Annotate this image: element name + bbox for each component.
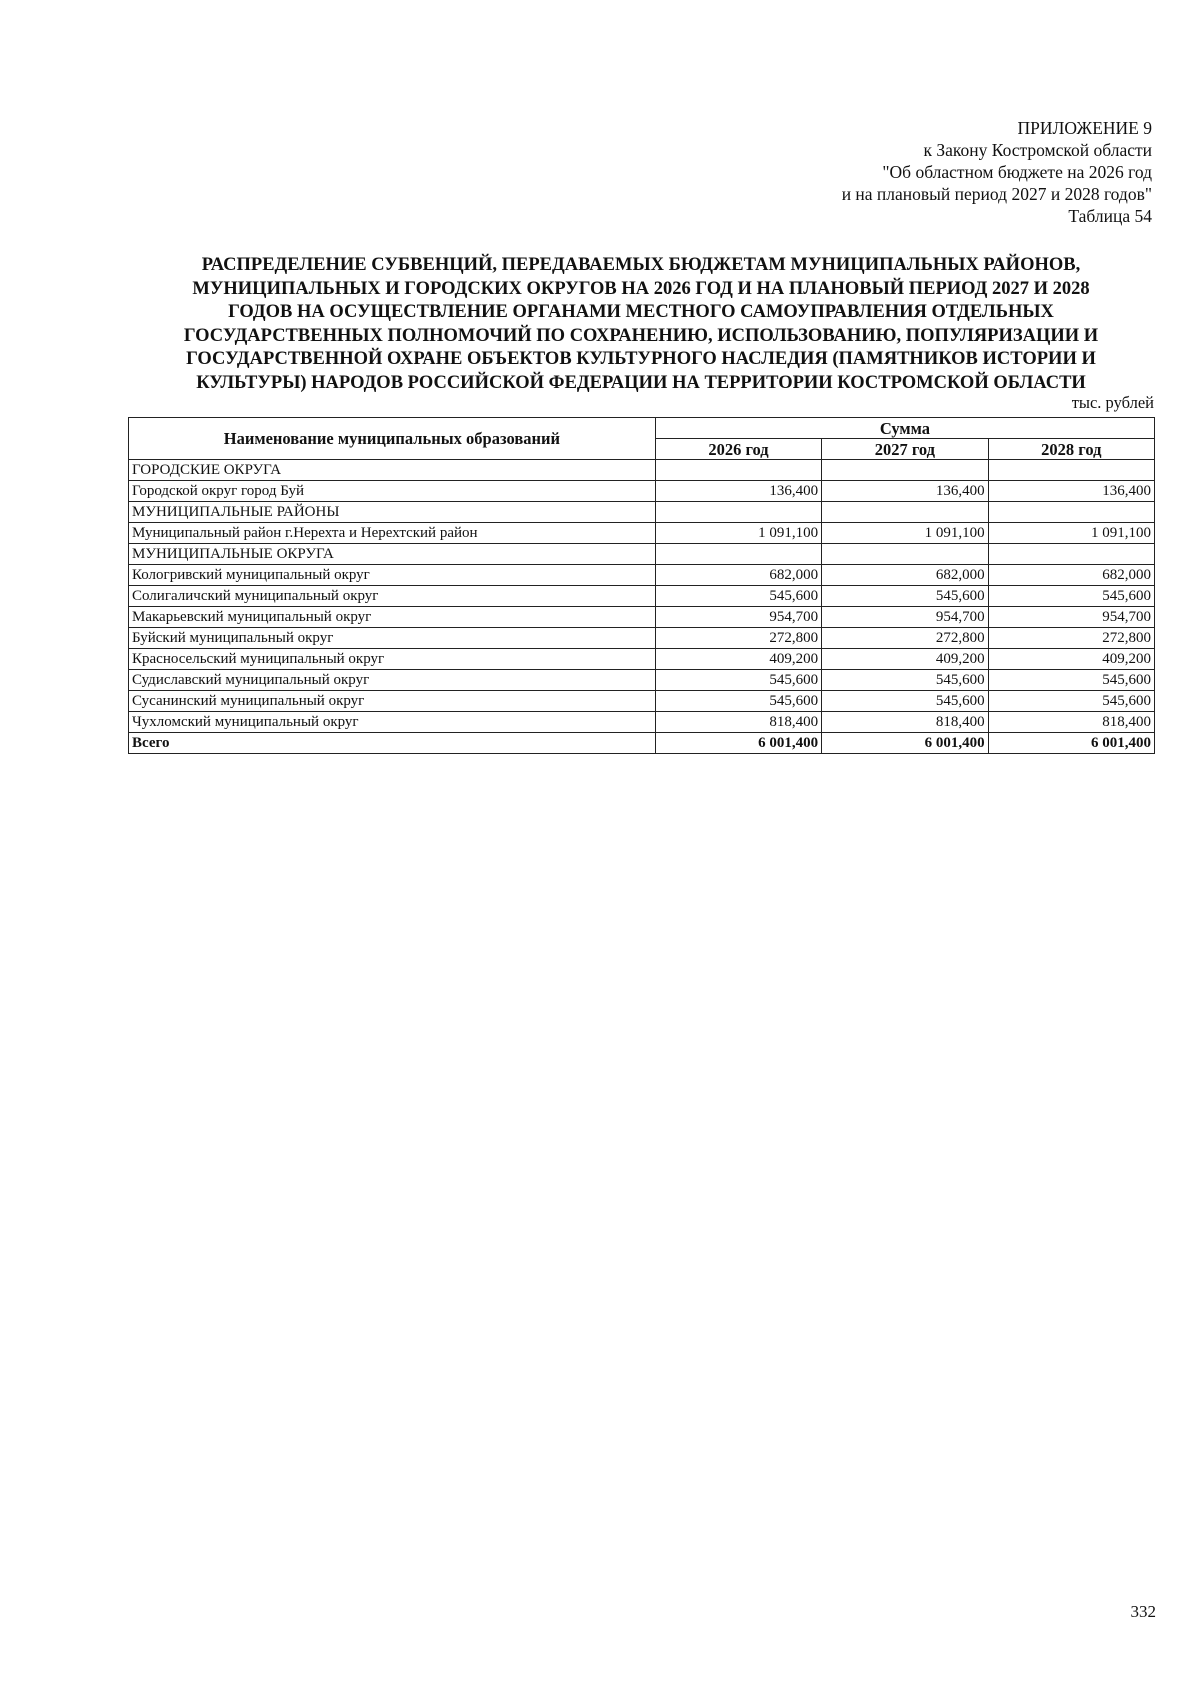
total-row	[129, 733, 1155, 754]
amount-cell-2028: 6 001,400	[988, 733, 1154, 754]
amount-cell-2027: 1 091,100	[822, 523, 988, 544]
amount-cell-2028	[988, 544, 1154, 565]
amount-cell-2028: 818,400	[988, 712, 1154, 733]
amount-cell-2028	[988, 460, 1154, 481]
amount-cell-2026: 272,800	[655, 628, 821, 649]
amount-cell-2027: 136,400	[822, 481, 988, 502]
title-line: ГОДОВ НА ОСУЩЕСТВЛЕНИЕ ОРГАНАМИ МЕСТНОГО САМОУПРАВЛЕНИЯ ОТДЕЛЬНЫХ	[228, 302, 1054, 322]
table-row	[129, 607, 1155, 628]
amount-cell-2027	[822, 544, 988, 565]
table-row	[129, 670, 1155, 691]
municipality-name-cell: Всего	[129, 733, 656, 754]
table-row	[129, 481, 1155, 502]
appendix-line: и на плановый период 2027 и 2028 годов"	[841, 184, 1152, 204]
amount-cell-2027: 682,000	[822, 565, 988, 586]
title-line: ГОСУДАРСТВЕННОЙ ОХРАНЕ ОБЪЕКТОВ КУЛЬТУРНОГО НАСЛЕДИЯ (ПАМЯТНИКОВ ИСТОРИИ И	[186, 349, 1096, 369]
appendix-line: ПРИЛОЖЕНИЕ 9	[1017, 118, 1152, 138]
amount-cell-2026	[655, 544, 821, 565]
municipality-name-cell: ГОРОДСКИЕ ОКРУГА	[129, 460, 656, 481]
table-body	[129, 460, 1155, 754]
table-header-row	[129, 418, 1155, 439]
unit-label: тыс. рублей	[1071, 393, 1154, 412]
municipality-name-cell: Судиславский муниципальный округ	[129, 670, 656, 691]
amount-cell-2027: 545,600	[822, 586, 988, 607]
amount-cell-2026: 545,600	[655, 670, 821, 691]
name-column-header: Наименование муниципальных образований	[129, 418, 656, 460]
amount-cell-2027: 954,700	[822, 607, 988, 628]
page-number: 332	[1130, 1602, 1156, 1621]
section-row	[129, 544, 1155, 565]
municipality-name-cell: Муниципальный район г.Нерехта и Нерехтский район	[129, 523, 656, 544]
municipality-name-cell: МУНИЦИПАЛЬНЫЕ ОКРУГА	[129, 544, 656, 565]
amount-cell-2026: 1 091,100	[655, 523, 821, 544]
amount-cell-2026: 136,400	[655, 481, 821, 502]
municipality-name-cell: Макарьевский муниципальный округ	[129, 607, 656, 628]
amount-cell-2028: 682,000	[988, 565, 1154, 586]
table-row	[129, 565, 1155, 586]
sum-column-header: Сумма	[655, 418, 1154, 439]
amount-cell-2027: 545,600	[822, 691, 988, 712]
amount-cell-2026: 409,200	[655, 649, 821, 670]
municipality-name-cell: Чухломский муниципальный округ	[129, 712, 656, 733]
subventions-table	[128, 417, 1155, 754]
amount-cell-2027: 545,600	[822, 670, 988, 691]
title-line: ГОСУДАРСТВЕННЫХ ПОЛНОМОЧИЙ ПО СОХРАНЕНИЮ, ИСПОЛЬЗОВАНИЮ, ПОПУЛЯРИЗАЦИИ И	[183, 325, 1099, 346]
table-number: Таблица 54	[1068, 206, 1152, 226]
section-row	[129, 502, 1155, 523]
amount-cell-2026: 6 001,400	[655, 733, 821, 754]
table-row	[129, 523, 1155, 544]
amount-cell-2027: 272,800	[822, 628, 988, 649]
amount-cell-2028: 545,600	[988, 691, 1154, 712]
amount-cell-2028: 272,800	[988, 628, 1154, 649]
year-column-header: 2026 год	[655, 439, 821, 460]
table-row	[129, 649, 1155, 670]
appendix-line: к Закону Костромской области	[923, 140, 1152, 160]
appendix-line: "Об областном бюджете на 2026 год	[882, 162, 1152, 182]
year-column-header: 2028 год	[988, 439, 1154, 460]
municipality-name-cell: Солигаличский муниципальный округ	[129, 586, 656, 607]
amount-cell-2027	[822, 460, 988, 481]
amount-cell-2028: 954,700	[988, 607, 1154, 628]
table-row	[129, 691, 1155, 712]
amount-cell-2028: 545,600	[988, 586, 1154, 607]
municipality-name-cell: Кологривский муниципальный округ	[129, 565, 656, 586]
municipality-name-cell: Сусанинский муниципальный округ	[129, 691, 656, 712]
amount-cell-2027: 6 001,400	[822, 733, 988, 754]
amount-cell-2026	[655, 460, 821, 481]
amount-cell-2028: 1 091,100	[988, 523, 1154, 544]
title-line: РАСПРЕДЕЛЕНИЕ СУБВЕНЦИЙ, ПЕРЕДАВАЕМЫХ БЮДЖЕТАМ МУНИЦИПАЛЬНЫХ РАЙОНОВ,	[201, 255, 1081, 275]
title-line: МУНИЦИПАЛЬНЫХ И ГОРОДСКИХ ОКРУГОВ НА 2026 ГОД И НА ПЛАНОВЫЙ ПЕРИОД 2027 И 2028	[192, 278, 1090, 299]
amount-cell-2028: 545,600	[988, 670, 1154, 691]
amount-cell-2027: 818,400	[822, 712, 988, 733]
municipality-name-cell: Красносельский муниципальный округ	[129, 649, 656, 670]
amount-cell-2026: 545,600	[655, 586, 821, 607]
amount-cell-2026: 818,400	[655, 712, 821, 733]
amount-cell-2026	[655, 502, 821, 523]
municipality-name-cell: МУНИЦИПАЛЬНЫЕ РАЙОНЫ	[129, 502, 656, 523]
amount-cell-2026: 954,700	[655, 607, 821, 628]
appendix-header	[842, 117, 1152, 227]
municipality-name-cell: Буйский муниципальный округ	[129, 628, 656, 649]
amount-cell-2028: 409,200	[988, 649, 1154, 670]
section-row	[129, 460, 1155, 481]
amount-cell-2026: 545,600	[655, 691, 821, 712]
table-row	[129, 586, 1155, 607]
title-line: КУЛЬТУРЫ) НАРОДОВ РОССИЙСКОЙ ФЕДЕРАЦИИ НА ТЕРРИТОРИИ КОСТРОМСКОЙ ОБЛАСТИ	[196, 372, 1086, 393]
table-row	[129, 712, 1155, 733]
amount-cell-2028	[988, 502, 1154, 523]
document-title	[128, 254, 1154, 395]
amount-cell-2026: 682,000	[655, 565, 821, 586]
year-column-header: 2027 год	[822, 439, 988, 460]
table-row	[129, 628, 1155, 649]
municipality-name-cell: Городской округ город Буй	[129, 481, 656, 502]
amount-cell-2027	[822, 502, 988, 523]
amount-cell-2028: 136,400	[988, 481, 1154, 502]
amount-cell-2027: 409,200	[822, 649, 988, 670]
